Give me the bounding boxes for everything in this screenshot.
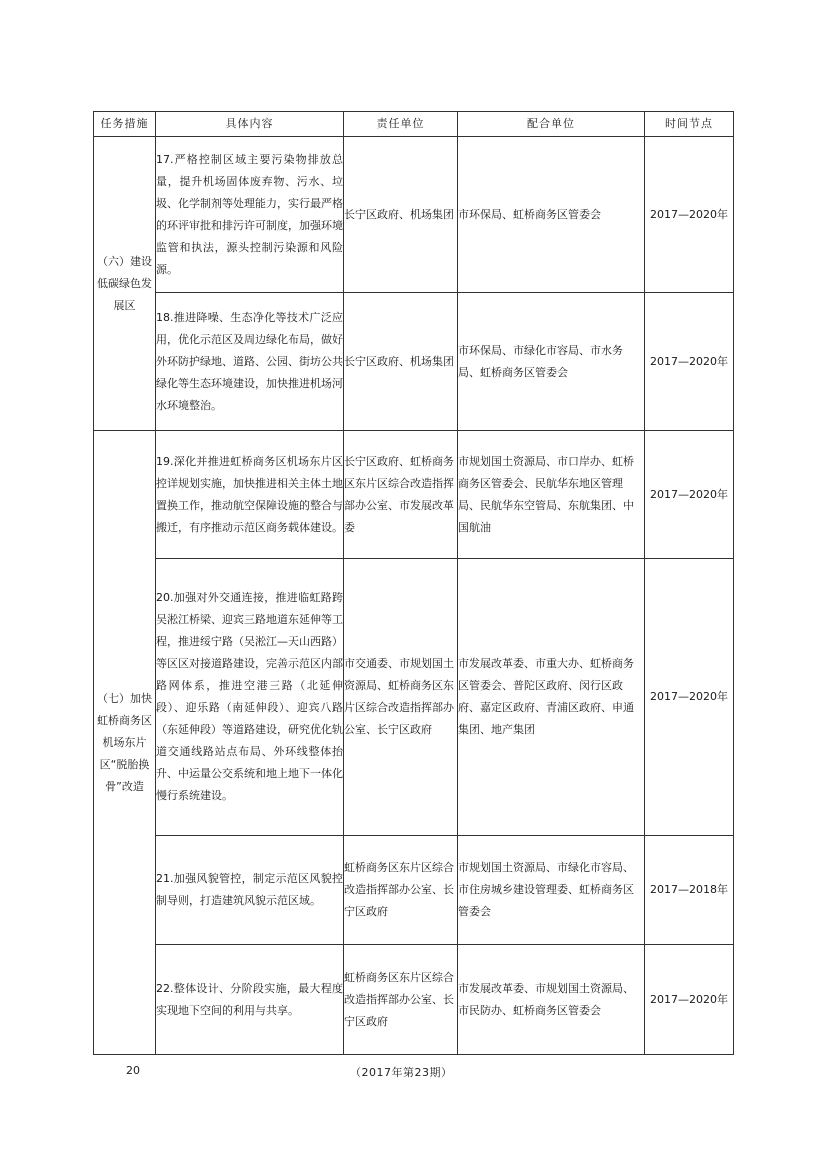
table-header-row	[94, 112, 734, 137]
content-cell: 21.加强风貌管控，制定示范区风貌控制导则，打造建筑风貌示范区域。	[156, 836, 344, 945]
content-cell: 19.深化并推进虹桥商务区机场东片区控详规划实施，加快推进相关主体土地置换工作，推动航空保障设施的整合与搬迁，有序推动示范区商务载体建设。	[156, 431, 344, 559]
header-content: 具体内容	[156, 112, 344, 137]
category-cell: （七）加快虹桥商务区机场东片区“脱胎换骨”改造	[94, 431, 156, 1055]
content-cell: 22.整体设计、分阶段实施，最大程度实现地下空间的利用与共享。	[156, 945, 344, 1055]
issue-label: （2017年第23期）	[350, 1066, 453, 1079]
cooperating-cell: 市规划国土资源局、市绿化市容局、市住房城乡建设管理委、虹桥商务区管委会	[458, 836, 645, 945]
table-row	[94, 945, 734, 1055]
responsible-cell: 长宁区政府、机场集团	[344, 293, 458, 431]
responsible-cell: 长宁区政府、虹桥商务区东片区综合改造指挥部办公室、市发展改革委	[344, 431, 458, 559]
time-cell: 2017—2020年	[645, 431, 734, 559]
header-time-node: 时间节点	[645, 112, 734, 137]
category-cell: （六）建设低碳绿色发展区	[94, 137, 156, 431]
header-responsible-unit: 责任单位	[344, 112, 458, 137]
time-cell: 2017—2020年	[645, 137, 734, 293]
content-cell: 18.推进降噪、生态净化等技术广泛应用，优化示范区及周边绿化布局，做好外环防护绿地、道路、公园、街坊公共绿化等生态环境建设，加快推进机场河水环境整治。	[156, 293, 344, 431]
time-cell: 2017—2020年	[645, 293, 734, 431]
table-row	[94, 137, 734, 293]
responsible-cell: 虹桥商务区东片区综合改造指挥部办公室、长宁区政府	[344, 836, 458, 945]
header-task-measure: 任务措施	[94, 112, 156, 137]
table-row	[94, 559, 734, 836]
time-cell: 2017—2018年	[645, 836, 734, 945]
responsible-cell: 长宁区政府、机场集团	[344, 137, 458, 293]
task-table	[93, 111, 734, 1055]
time-cell: 2017—2020年	[645, 559, 734, 836]
table-row	[94, 836, 734, 945]
cooperating-cell: 市环保局、市绿化市容局、市水务局、虹桥商务区管委会	[458, 293, 645, 431]
content-cell: 20.加强对外交通连接，推进临虹路跨吴淞江桥梁、迎宾三路地道东延伸等工程，推进绥宁路（吴淞江—天山西路）等区区对接道路建设，完善示范区内部路网体系，推进空港三路（北延伸段）、迎乐路（南延伸段）、迎宾八路（东延伸段）等道路建设，研究优化轨道交通线路站点布局、外环线整体抬升、中运量公交系统和地上地下一体化慢行系统建设。	[156, 559, 344, 836]
responsible-cell: 市交通委、市规划国土资源局、虹桥商务区东片区综合改造指挥部办公室、长宁区政府	[344, 559, 458, 836]
table-row	[94, 293, 734, 431]
header-cooperating-unit: 配合单位	[458, 112, 645, 137]
responsible-cell: 虹桥商务区东片区综合改造指挥部办公室、长宁区政府	[344, 945, 458, 1055]
time-cell: 2017—2020年	[645, 945, 734, 1055]
table-row	[94, 431, 734, 559]
cooperating-cell: 市发展改革委、市重大办、虹桥商务区管委会、普陀区政府、闵行区政府、嘉定区政府、青浦区政府、申通集团、地产集团	[458, 559, 645, 836]
page-number: 20	[126, 1064, 140, 1077]
cooperating-cell: 市发展改革委、市规划国土资源局、市民防办、虹桥商务区管委会	[458, 945, 645, 1055]
cooperating-cell: 市环保局、虹桥商务区管委会	[458, 137, 645, 293]
content-cell: 17.严格控制区域主要污染物排放总量，提升机场固体废弃物、污水、垃圾、化学制剂等处理能力，实行最严格的环评审批和排污许可制度，加强环境监管和执法，源头控制污染源和风险源。	[156, 137, 344, 293]
cooperating-cell: 市规划国土资源局、市口岸办、虹桥商务区管委会、民航华东地区管理局、民航华东空管局、东航集团、中国航油	[458, 431, 645, 559]
